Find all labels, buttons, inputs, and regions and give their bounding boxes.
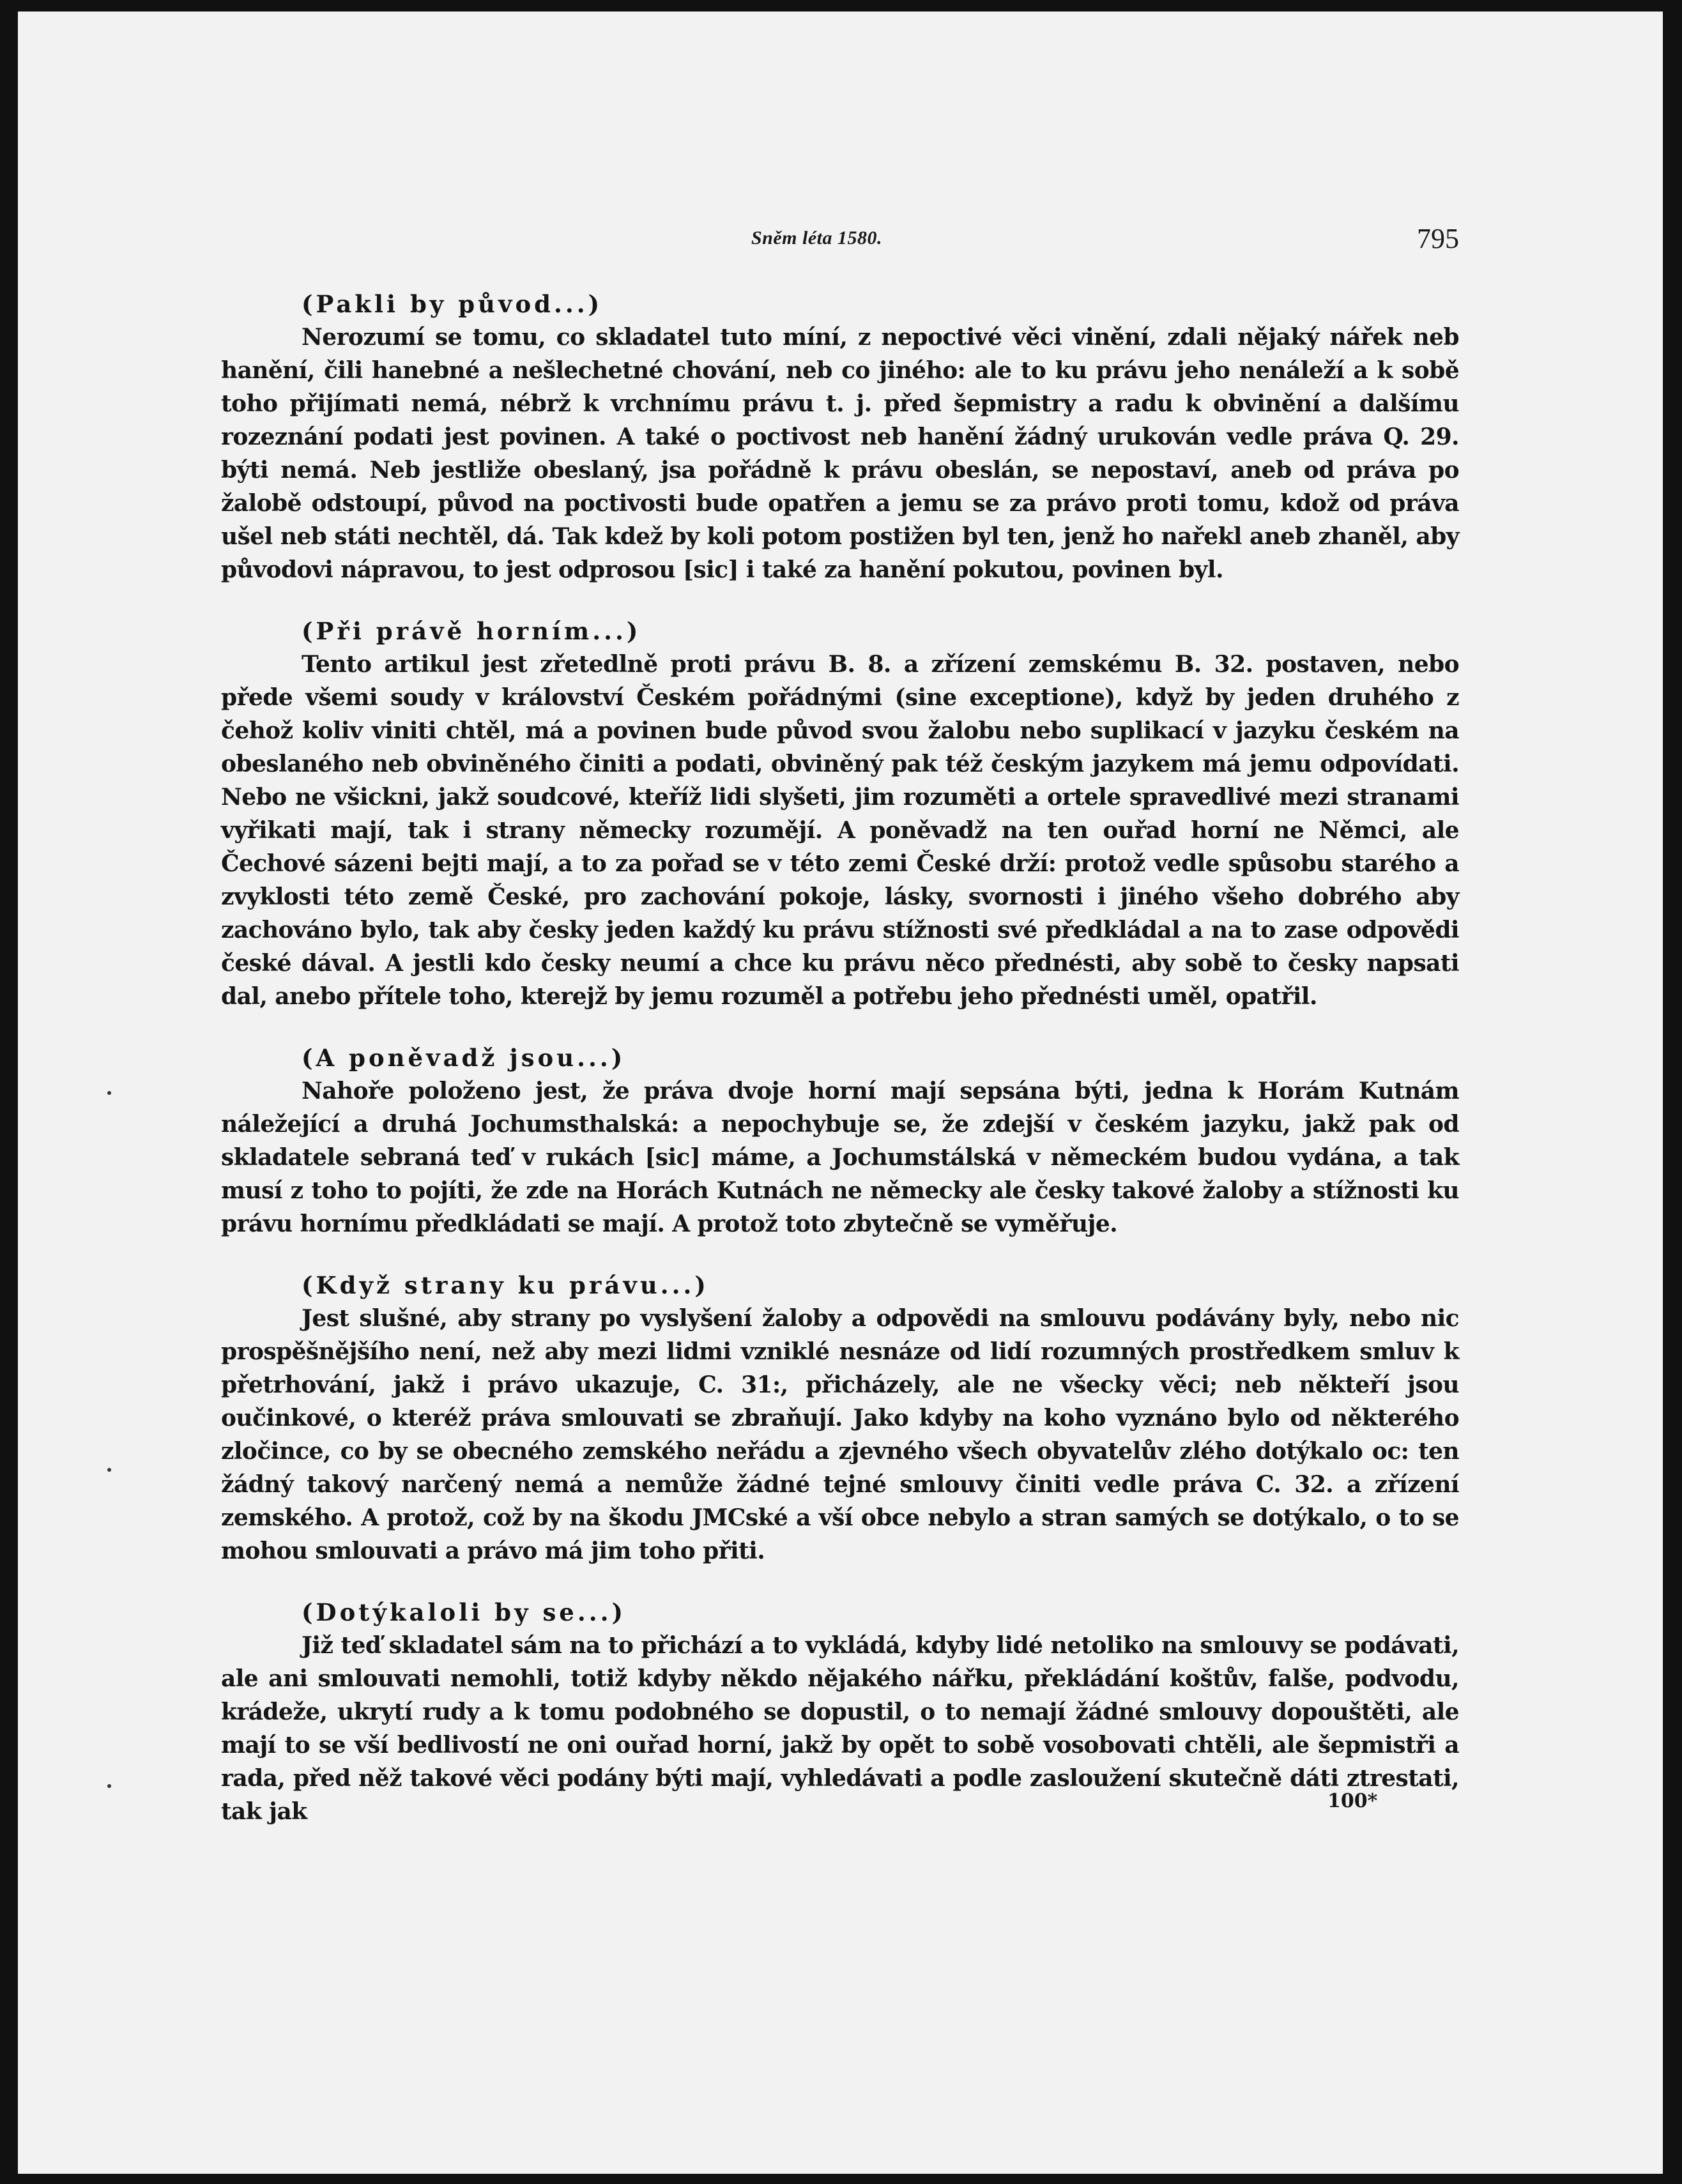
section-heading: (Pakli by původ...) [302, 290, 603, 318]
stray-dot [107, 1784, 111, 1788]
section [221, 1269, 1459, 1568]
body-text [221, 287, 1459, 1856]
stray-dot [107, 1468, 111, 1472]
section [221, 1596, 1459, 1828]
section-heading: (Když strany ku právu...) [302, 1271, 709, 1299]
signature-mark: 100* [1327, 1790, 1378, 1812]
section [221, 287, 1459, 586]
section [221, 1041, 1459, 1241]
document-page [18, 11, 1663, 2174]
section-paragraph: Nerozumí se tomu, co skladatel tuto míní, z nepoctivé věci vinění, zdali nějaký nářek neb hanění, čili hanebné a nešlechetné chování, neb co jiného: ale to ku právu jeho nenáleží a k sobě toho přijímati nemá, nébrž k vrchnímu právu t. j. před šepmistry a radu k obvinění a dalšímu rozeznání podati jest povinen. A také o poctivost neb hanění žádný urukován vedle práva Q. 29. býti nemá. Neb jestliže obeslaný, jsa pořádně k právu obeslán, se nepostaví, aneb od práva po žalobě odstoupí, původ na poctivosti bude opatřen a jemu se za právo proti tomu, kdož od práva ušel neb státi nechtěl, dá. Tak kdež by koli potom postižen byl ten, jenž ho nařekl aneb zhaněl, aby původovi nápravou, to jest odprosou [sic] i také za hanění pokutou, povinen byl. [221, 324, 1459, 583]
page-number: 795 [1417, 223, 1459, 254]
section [221, 615, 1459, 1013]
page-header [221, 222, 1459, 261]
section-heading: (Dotýkaloli by se...) [302, 1598, 626, 1626]
stray-dot [107, 1091, 111, 1095]
section-heading: (Při právě horním...) [302, 617, 641, 645]
running-head: Sněm léta 1580. [751, 227, 883, 248]
section-paragraph: Nahoře položeno jest, že práva dvoje horní mají sepsána býti, jedna k Horám Kutnám náležející a druhá Jochumsthalská: a nepochybuje se, že zdejší v českém jazyku, jakž pak od skladatele sebraná teď v rukách [sic] máme, a Jochumstálská v německém budou vydána, a tak musí z toho to pojíti, že zde na Horách Kutnách ne německy ale česky takové žaloby a stížnosti ku právu hornímu předkládati se mají. A protož toto zbytečně se vyměřuje. [221, 1078, 1459, 1237]
section-heading: (A poněvadž jsou...) [302, 1044, 626, 1072]
section-paragraph: Jest slušné, aby strany po vyslyšení žaloby a odpovědi na smlouvu podávány byly, nebo nic prospěšnějšího není, než aby mezi lidmi vzniklé nesnáze od lidí rozumných prostředkem smluv k přetrhování, jakž i právo ukazuje, C. 31:, přicházely, ale ne všecky věci; neb někteří jsou oučinkové, o kteréž práva smlouvati se zbraňují. Jako kdyby na koho vyznáno bylo od některého zločince, co by se obecného zemského neřádu a zjevného všech obyvatelův zlého dotýkalo oc: ten žádný takový narčený nemá a nemůže žádné tejné smlouvy činiti vedle práva C. 32. a zřízení zemského. A protož, což by na škodu JMCské a vší obce nebylo a stran samých se dotýkalo, o to se mohou smlouvati a právo má jim toho přiti. [221, 1305, 1459, 1564]
section-paragraph: Tento artikul jest zřetedlně proti právu B. 8. a zřízení zemskému B. 32. postaven, nebo přede všemi soudy v království Českém pořádnými (sine exceptione), když by jeden druhého z čehož koliv viniti chtěl, má a povinen bude původ svou žalobu nebo suplikací v jazyku českém na obeslaného neb obviněného činiti a podati, obviněný pak též českým jazykem má jemu odpovídati. Nebo ne všickni, jakž soudcové, kteříž lidi slyšeti, jim rozuměti a ortele spravedlivé mezi stranami vyřikati mají, tak i strany německy rozumějí. A poněvadž na ten ouřad horní ne Němci, ale Čechové sázeni bejti mají, a to za pořad se v této zemi České drží: protož vedle spůsobu starého a zvyklosti této země České, pro zachování pokoje, lásky, svornosti i jiného všeho dobrého aby zachováno bylo, tak aby česky jeden každý ku právu stížnosti své předkládal a na to zase odpovědi české dával. A jestli kdo česky neumí a chce ku právu něco přednésti, aby sobě to česky napsati dal, anebo přítele toho, kterejž by jemu rozuměl a potřebu jeho přednésti uměl, opatřil. [221, 651, 1459, 1010]
section-paragraph: Již teď skladatel sám na to přichází a to vykládá, kdyby lidé netoliko na smlouvy se podávati, ale ani smlouvati nemohli, totiž kdyby někdo nějakého nářku, překládání koštův, falše, podvodu, krádeže, ukrytí rudy a k tomu podobného se dopustil, o to nemají žádné smlouvy dopouštěti, ale mají to se vší bedlivostí ne oni ouřad horní, jakž by opět to sobě vosobovati chtěli, ale šepmistři a rada, před něž takové věci podány býti mají, vyhledávati a podle zasloužení skutečně dáti ztrestati, tak jak [221, 1632, 1459, 1825]
